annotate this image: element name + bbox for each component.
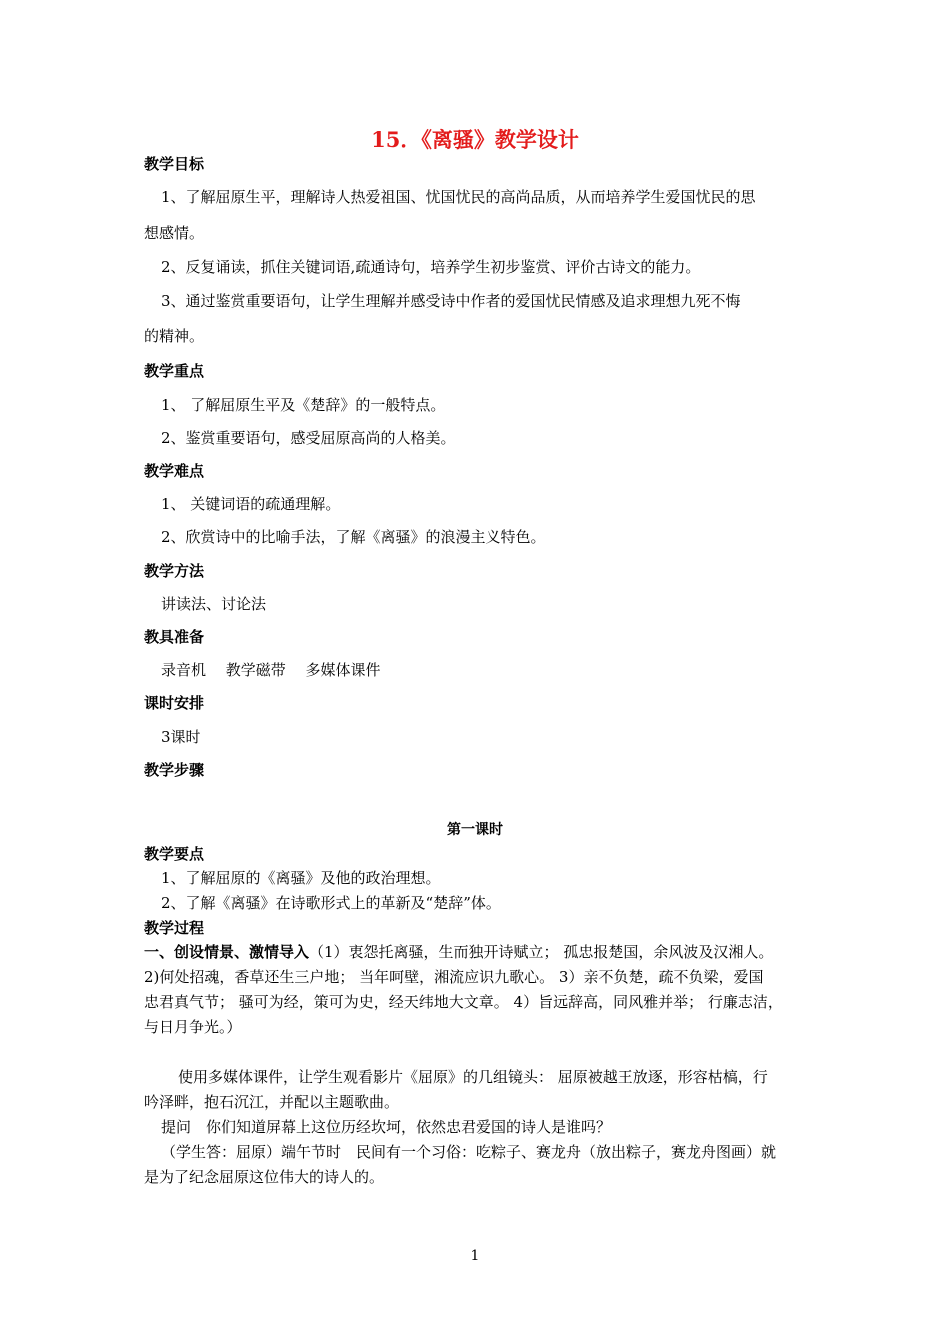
process-heading: 教学过程 xyxy=(144,919,205,937)
page-number: 1 xyxy=(470,1248,480,1264)
lesson-point-2: 2、了解《离骚》在诗歌形式上的革新及“楚辞”体。 xyxy=(161,894,501,912)
intro-paragraph-line-1 xyxy=(144,941,814,962)
goals-item-1-line-1: 1、了解屈原生平，理解诗人热爱祖国、忧国忧民的高尚品质，从而培养学生爱国忧民的思 xyxy=(161,188,756,206)
goals-heading: 教学目标 xyxy=(144,155,205,173)
goals-item-3-line-1: 3、通过鉴赏重要语句，让学生理解并感受诗中作者的爱国忧民情感及追求理想九死不悔 xyxy=(161,292,741,310)
steps-heading: 教学步骤 xyxy=(144,761,205,779)
key-point-2: 2、鉴赏重要语句，感受屈原高尚的人格美。 xyxy=(161,429,456,447)
key-points-heading: 教学重点 xyxy=(144,362,205,380)
lesson-points-heading: 教学要点 xyxy=(144,845,205,863)
intro-lead: 一、创设情景、激情导入 xyxy=(144,943,310,961)
answer-paragraph-line-1: （学生答：屈原）端午节时 民间有一个习俗：吃粽子、赛龙舟（放出粽子，赛龙舟图画）就 xyxy=(161,1143,777,1161)
intro-paragraph-line-3: 忠君真气节； 骚可为经，策可为史，经天纬地大文章。 4）旨远辞高，同风雅并举； 行廉志洁， xyxy=(144,993,783,1011)
difficult-point-1: 1、 关键词语的疏通理解。 xyxy=(161,495,341,513)
goals-item-3-line-2: 的精神。 xyxy=(144,327,205,345)
difficult-points-heading: 教学难点 xyxy=(144,462,205,480)
media-paragraph-line-2: 吟泽畔，抱石沉江，并配以主题歌曲。 xyxy=(144,1093,400,1111)
intro-paragraph-line-2: 2)何处招魂，香草还生三户地； 当年呵壁，湘流应识九歌心。 3）亲不负楚，疏不负梁，爱国 xyxy=(144,968,764,986)
lesson-point-1: 1、了解屈原的《离骚》及他的政治理想。 xyxy=(161,869,441,887)
tools-heading: 教具准备 xyxy=(144,628,205,646)
intro-text-1: （1）衷怨托离骚，生而独开诗赋立； 孤忠报楚国，余风波及汉湘人。 xyxy=(309,943,774,961)
hours-heading: 课时安排 xyxy=(144,694,205,712)
hours-text: 3课时 xyxy=(161,728,201,746)
method-heading: 教学方法 xyxy=(144,562,205,580)
intro-paragraph-line-4: 与日月争光。） xyxy=(144,1018,242,1036)
question-text: 提问 你们知道屏幕上这位历经坎坷，依然忠君爱国的诗人是谁吗？ xyxy=(161,1118,612,1136)
key-point-1: 1、 了解屈原生平及《楚辞》的一般特点。 xyxy=(161,396,446,414)
goals-item-1-line-2: 想感情。 xyxy=(144,224,205,242)
media-paragraph-line-1: 使用多媒体课件，让学生观看影片《屈原》的几组镜头： 屈原被越王放逐，形容枯槁，行 xyxy=(178,1068,768,1086)
goals-item-2: 2、反复诵读，抓住关键词语,疏通诗句，培养学生初步鉴赏、评价古诗文的能力。 xyxy=(161,258,701,276)
document-title: 15．《离骚》教学设计 xyxy=(371,127,579,152)
tools-text: 录音机 教学磁带 多媒体课件 xyxy=(161,661,381,679)
difficult-point-2: 2、欣赏诗中的比喻手法，了解《离骚》的浪漫主义特色。 xyxy=(161,528,546,546)
method-text: 讲读法、讨论法 xyxy=(161,595,267,613)
lesson-1-heading: 第一课时 xyxy=(447,822,503,838)
answer-paragraph-line-2: 是为了纪念屈原这位伟大的诗人的。 xyxy=(144,1168,385,1186)
